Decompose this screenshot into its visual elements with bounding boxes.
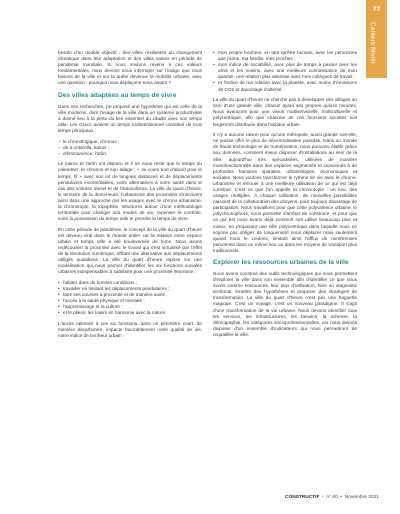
list-item: • faire ses courses à proximité et de manière saine ; bbox=[58, 292, 202, 298]
greek-times-list bbox=[58, 139, 202, 157]
section-heading: Explorer les ressources urbaines de la ville bbox=[213, 259, 349, 266]
list-item: • l'accès à la santé physique et mentale ; bbox=[58, 298, 202, 304]
list-item: • mon indice de sociabilité, avec plus de temps à passer avec les amis et les voisins, avec une meilleure connaissance de mon quartier, une relation plus attentive avec mes collègues de travail ; bbox=[213, 62, 357, 80]
list-item: • travailler en limitant les déplacements pendulaires ; bbox=[58, 286, 202, 292]
page-footer bbox=[285, 495, 379, 500]
magazine-brand: CONSTRUCTIF bbox=[285, 495, 320, 500]
body-paragraph: Il n'y a aucune raison pour qu'une métropole, aussi grande soit-elle, ne puisse offrir le plus de décentralisation possible. Dans un monde de haute technologie et de numérisation, nous pouvons établir grâce aux données, comment mieux disposer d'installations au sein de la ville, aujourd'hui très spécialisées, utilisées de manière monofonctionnelle dans des espaces segmentés et cloisonnés à de profondes fractures spatiales, urbanistiques, économiques et sociales. Nous voulons transformer le rythme de vie avec le chrono-urbanisme et renouer à une meilleure utilisation de ce qui est déjà construit. C'est ce que l'on appelle la chronotopie : un lieu, des usages multiples. À chaque utilisation, de nouvelles possibilités naissent de la collaboration des citoyens, pour toujours davantage de participation. Nous travaillons pour que cette polyvalence urbaine, le polychronophore, nous permette d'arrêter de construire, et pour que ce qui est nous avons déjà construit soit utilisé beaucoup plus et mieux, en proposant une ville polycentrique dans laquelle nous ne soyons pas obligés de longuement nous déplacer mais seulement quand nous le voulons, limitant ainsi l'afflux de nombreuses personnes dans un même lieu ou dans les moyens de transport plus traditionnels. bbox=[213, 132, 357, 253]
list-item: • l'apprentissage et la culture ; bbox=[58, 304, 202, 310]
separator-icon: • bbox=[339, 495, 344, 500]
body-paragraph: Nous avons construit des outils technologiques qui nous permettent d'explorer la ville dans son ensemble afin d'identifier ce que nous avons comme ressources, leur taux d'utilisation, faire un diagnostic territorial, émettre des hypothèses et proposer des stratégies de transformation. La ville du quart d'heure n'est pas une baguette magique. C'est un voyage, c'est un nouveau paradigme. Il s'agit d'une transformation de la vie urbaine. Nous devons identifier tous les services, les infrastructures, les besoins, la richesse, la démographie, les catégories socioprofessionnelles, car nous devons disposer d'un ensemble d'indicateurs qui nous permettront de requalifier la ville. bbox=[213, 271, 357, 337]
left-column bbox=[58, 50, 202, 344]
intro-paragraph: besoin d'un double objectif : des villes résilientes au changement climatique dans leur adaptation et des villes saines en période de pandémie mondiale. Si nous voulons revenir à ces valeurs fondamentales, nous devons nous interroger sur l'usage que nous faisons de la ville et sur la quête devenue la mobilité urbaine, avec une question : pourquoi nous déplaçons-nous autant ? bbox=[58, 50, 202, 86]
functions-list bbox=[58, 280, 202, 317]
list-item: – d'émmanence, l'aïôn. bbox=[58, 151, 202, 157]
issue-number: n° 60 bbox=[326, 495, 338, 500]
list-item: • et l'indice de ma relation avec la planète, avec moins d'émissions de CO2 et davantage d'altérité. bbox=[213, 80, 357, 92]
list-item: • habiter dans de bonnes conditions ; bbox=[58, 280, 202, 286]
body-paragraph: Dans nes recherches, j'ai proposé une hypothèse qui est celle de la ville moderne, dont l'usage de la ville dans un système productiviste a donné lieu à la perte du lien essentiel du citadin avec son temps utile. Les Grecs avaient un temps tridimensionnel constitué de trois temps principaux : bbox=[58, 103, 202, 133]
right-column bbox=[213, 50, 357, 343]
body-paragraph: L'accès optimisé à ces six fonctions, dans un périmètre court, de manière décarbonée, impacte favorablement notre qualité de vie, notre indice de bonheur urbain : bbox=[58, 321, 202, 339]
section-heading: Des villes adaptées au temps de vivre bbox=[58, 91, 177, 99]
body-paragraph: La ville du quart d'heure ne cherche pas à développer des villages au sein d'une grande ville, chacun ayant ses propres quinze minutes. Nous avançons pour une vision multiservicielle, multiculturelle et polycentrique, afin que chacune de ces fonctions sociales soit largement distribuée dans l'espace urbain. bbox=[213, 97, 357, 127]
list-item: – de à ontarella, kairos ; bbox=[58, 145, 202, 151]
list-item: • mon propre bonheur, en tant qu'être humain, avec les personnes que j'aime, ma famille, mes proches ; bbox=[213, 50, 357, 62]
body-paragraph: En cette période de pandémie, le concept de la ville du quart d'heure est devenu viral dans le monde entier car la relation entre espace urbain et temps utile a été bouleversée de force. Nous avons redécouvert la proximité avec le travail qui s'est virtualisé par l'effet de la révolution numérique, offrant une alternative aux déplacements obligés quotidiens. La ville du quart d'heure repose sur une modélisation qui nous permet d'identifier les six fonctions sociales urbaines indispensables à satisfaire pour une proximité heureuse : bbox=[58, 226, 202, 275]
section-label: Cahiers Morin bbox=[369, 22, 376, 64]
separator-icon: • bbox=[320, 495, 326, 500]
page-number: 77 bbox=[372, 6, 381, 13]
list-item: – le chronologique, chronos ; bbox=[58, 139, 202, 145]
issue-date: Novembre 2021 bbox=[344, 495, 379, 500]
list-item: • et le plaisir, les loisirs en harmonie avec la nature. bbox=[58, 310, 202, 316]
body-paragraph: Le kairos et l'aïôn ont disparu et il ne nous reste que le temps du calendrier, le chronos et son adage : « Je cours tout d'abord pour le temps, fil » avec son lot de longues distances et de déplacements pendulaires incontrôlables, votre alternatives à notre santé dans le cas des voitures diesel et de l'autosolisme. La ville du quart d'heure, le territoire de la demi-heure, l'urbanisme des proximités s'inscrivent ainsi dans une approche par les usages avec le chrono-urbanisme, la chronotopie, la topophilie, structurés autour d'une méthodologie territoriale pour changer nos modes de vie, repenser le contrôle, voire la possession du temps utile et prendre le temps de vivre. bbox=[58, 161, 202, 222]
indicators-list bbox=[213, 50, 357, 93]
